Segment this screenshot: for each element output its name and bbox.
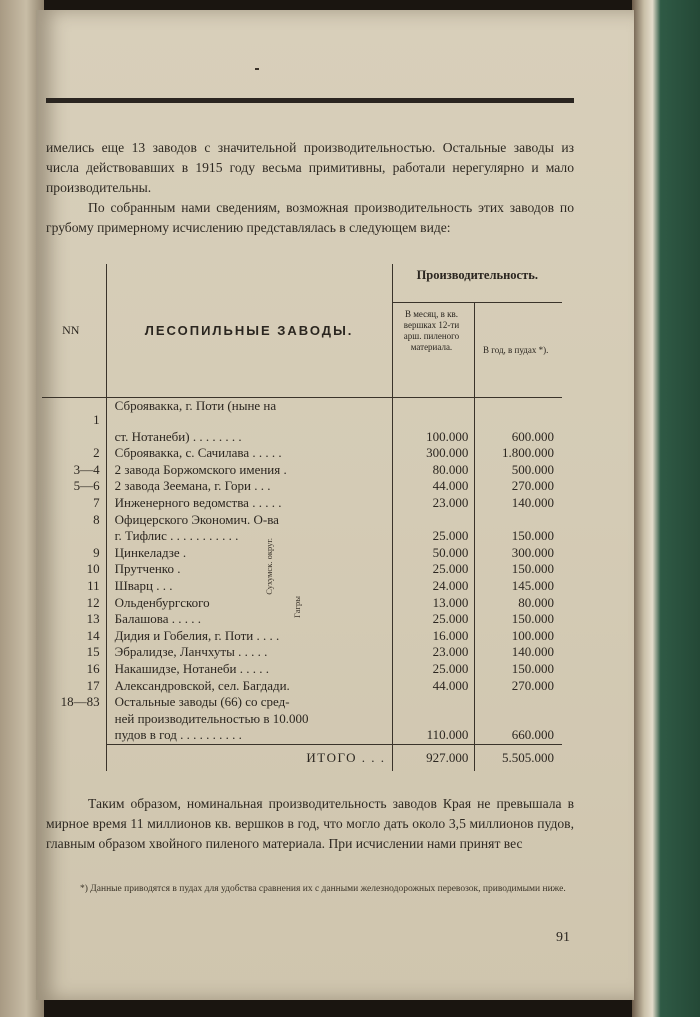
row-month-value: 44.000 (392, 678, 475, 695)
row-month-value: 100.000 (392, 429, 475, 446)
table-row (42, 528, 562, 545)
row-name: Прутченко . (106, 561, 392, 578)
row-month-value (392, 398, 475, 429)
row-number: 18—83 (60, 694, 100, 710)
row-year-value: 150.000 (475, 561, 562, 578)
table-row (42, 561, 562, 578)
table-row (42, 429, 562, 446)
row-number: 2 (93, 445, 100, 461)
row-name: Дидия и Гобелия, г. Поти . . . . (106, 628, 392, 645)
row-name: Инженерного ведомства . . . . . (106, 495, 392, 512)
total-row (42, 744, 562, 771)
row-name: г. Тифлис . . . . . . . . . . . (106, 528, 392, 545)
page-mark (255, 68, 259, 70)
row-year-value: 80.000 (475, 595, 562, 612)
row-number: 10 (86, 561, 100, 577)
row-number: 5—6 (73, 478, 100, 494)
row-year-value: 600.000 (475, 429, 562, 446)
row-number: 17 (86, 677, 100, 693)
row-name: Сброяваккa, г. Поти (ныне на (106, 398, 392, 429)
top-rule (46, 98, 574, 103)
row-name: 2 завода Боржомского имения . (106, 462, 392, 479)
row-month-value: 25.000 (392, 561, 475, 578)
header-number: NN (42, 264, 106, 398)
row-year-value: 145.000 (475, 578, 562, 595)
row-month-value: 23.000 (392, 495, 475, 512)
row-year-value: 500.000 (475, 462, 562, 479)
row-month-value (392, 694, 475, 711)
row-year-value: 100.000 (475, 628, 562, 645)
table-row (42, 678, 562, 695)
row-year-value (475, 512, 562, 529)
row-year-value: 140.000 (475, 495, 562, 512)
row-number (42, 429, 106, 446)
row-number: 8 (93, 511, 100, 527)
book-cover-edge (632, 0, 700, 1017)
row-name: ней производительностью в 10.000 (106, 711, 392, 728)
row-month-value: 25.000 (392, 661, 475, 678)
table-row (42, 445, 562, 462)
row-year-value (475, 694, 562, 711)
row-name: Цинкеладзе . (106, 545, 392, 562)
bracket-gagry: Гагры (292, 596, 302, 618)
row-name: пудов в год . . . . . . . . . . (106, 727, 392, 744)
row-year-value: 300.000 (475, 545, 562, 562)
table-row (42, 611, 562, 628)
row-month-value (392, 512, 475, 529)
row-month-value: 44.000 (392, 478, 475, 495)
row-month-value (392, 711, 475, 728)
table-row (42, 694, 562, 711)
row-year-value: 140.000 (475, 644, 562, 661)
table-body (42, 398, 562, 745)
row-year-value: 1.800.000 (475, 445, 562, 462)
row-month-value: 16.000 (392, 628, 475, 645)
row-year-value (475, 711, 562, 728)
table-row (42, 478, 562, 495)
row-month-value: 25.000 (392, 611, 475, 628)
intro-paragraph-1: имелись еще 13 заводов с значительной производительностью. Остальные заводы из числа действовавших в 1915 году весьма примитивны, работали нерегулярно и мало производительны. (46, 140, 574, 195)
table-row (42, 578, 562, 595)
header-per-year: В год, в пудах *). (475, 303, 562, 398)
row-number (42, 727, 106, 744)
row-name: Балашова . . . . . (106, 611, 392, 628)
table-row (42, 398, 562, 429)
row-name: ст. Нотанеби) . . . . . . . . (106, 429, 392, 446)
footnote (80, 882, 570, 896)
row-year-value: 150.000 (475, 661, 562, 678)
row-year-value: 270.000 (475, 678, 562, 695)
table-row (42, 495, 562, 512)
header-per-month: В месяц, в кв. вершках 12-ти арш. пиленого материала. (392, 303, 475, 398)
row-month-value: 24.000 (392, 578, 475, 595)
table-row (42, 595, 562, 612)
header-productivity: Производительность. (392, 264, 562, 303)
row-number: 9 (93, 544, 100, 560)
closing-paragraph: Таким образом, номинальная производительность заводов Края не превышала в мирное время 11 миллионов кв. вершков в год, что могло дать около 3,5 миллионов пудов, главным образом хвойного пиленого материала. При исчислении нами принят вес (46, 796, 574, 851)
row-number: 7 (93, 494, 100, 510)
table-row (42, 711, 562, 728)
closing-text (46, 794, 574, 854)
row-number: 13 (86, 611, 100, 627)
row-month-value: 25.000 (392, 528, 475, 545)
table-row (42, 661, 562, 678)
page-number: 91 (556, 930, 570, 945)
total-month: 927.000 (392, 744, 475, 771)
row-month-value: 300.000 (392, 445, 475, 462)
row-year-value: 270.000 (475, 478, 562, 495)
row-name: Александровской, сел. Багдади. (106, 678, 392, 695)
total-year: 5.505.000 (475, 744, 562, 771)
table-row (42, 462, 562, 479)
row-year-value: 150.000 (475, 528, 562, 545)
header-name: ЛЕСОПИЛЬНЫЕ ЗАВОДЫ. (106, 264, 392, 398)
intro-paragraph-2: По собранным нами сведениям, возможная производительность этих заводов по грубому примерному исчислению представлялась в следующем виде: (46, 200, 574, 235)
row-name: Сброяваккa, с. Сачилава . . . . . (106, 445, 392, 462)
row-name: Накашидзе, Нотанеби . . . . . (106, 661, 392, 678)
row-number: 14 (86, 627, 100, 643)
row-number: 11 (87, 577, 100, 593)
row-month-value: 50.000 (392, 545, 475, 562)
row-number: 16 (86, 660, 100, 676)
row-year-value: 150.000 (475, 611, 562, 628)
row-number (42, 528, 106, 545)
intro-text (46, 138, 574, 238)
row-month-value: 80.000 (392, 462, 475, 479)
table-row (42, 628, 562, 645)
footnote-text: *) Данные приводятся в пудах для удобства сравнения их с данными железнодорожных перевозок, приводимыми ниже. (80, 884, 566, 894)
sawmill-table (42, 264, 562, 771)
row-name: 2 завода Зеемана, г. Гори . . . (106, 478, 392, 495)
row-year-value: 660.000 (475, 727, 562, 744)
row-number: 3—4 (73, 461, 100, 477)
table-header-row (42, 264, 562, 303)
row-year-value (475, 398, 562, 429)
table-row (42, 512, 562, 529)
book-page (36, 10, 634, 1000)
row-month-value: 110.000 (392, 727, 475, 744)
row-month-value: 23.000 (392, 644, 475, 661)
row-number: 12 (86, 594, 100, 610)
table-row (42, 727, 562, 744)
row-name: Шварц . . . (106, 578, 392, 595)
row-name: Остальные заводы (66) со сред- (106, 694, 392, 711)
row-number: 1 (93, 412, 100, 427)
row-number: 15 (86, 644, 100, 660)
row-month-value: 13.000 (392, 595, 475, 612)
table-row (42, 545, 562, 562)
row-number (42, 711, 106, 728)
table-row (42, 644, 562, 661)
row-name: Офицерского Экономич. О-ва (106, 512, 392, 529)
bracket-sukhum: Сухумск. округ. (264, 538, 274, 595)
total-label: ИТОГО . . . (106, 744, 392, 771)
row-name: Эбралидзе, Ланчхуты . . . . . (106, 644, 392, 661)
row-name: Ольденбургского (106, 595, 392, 612)
